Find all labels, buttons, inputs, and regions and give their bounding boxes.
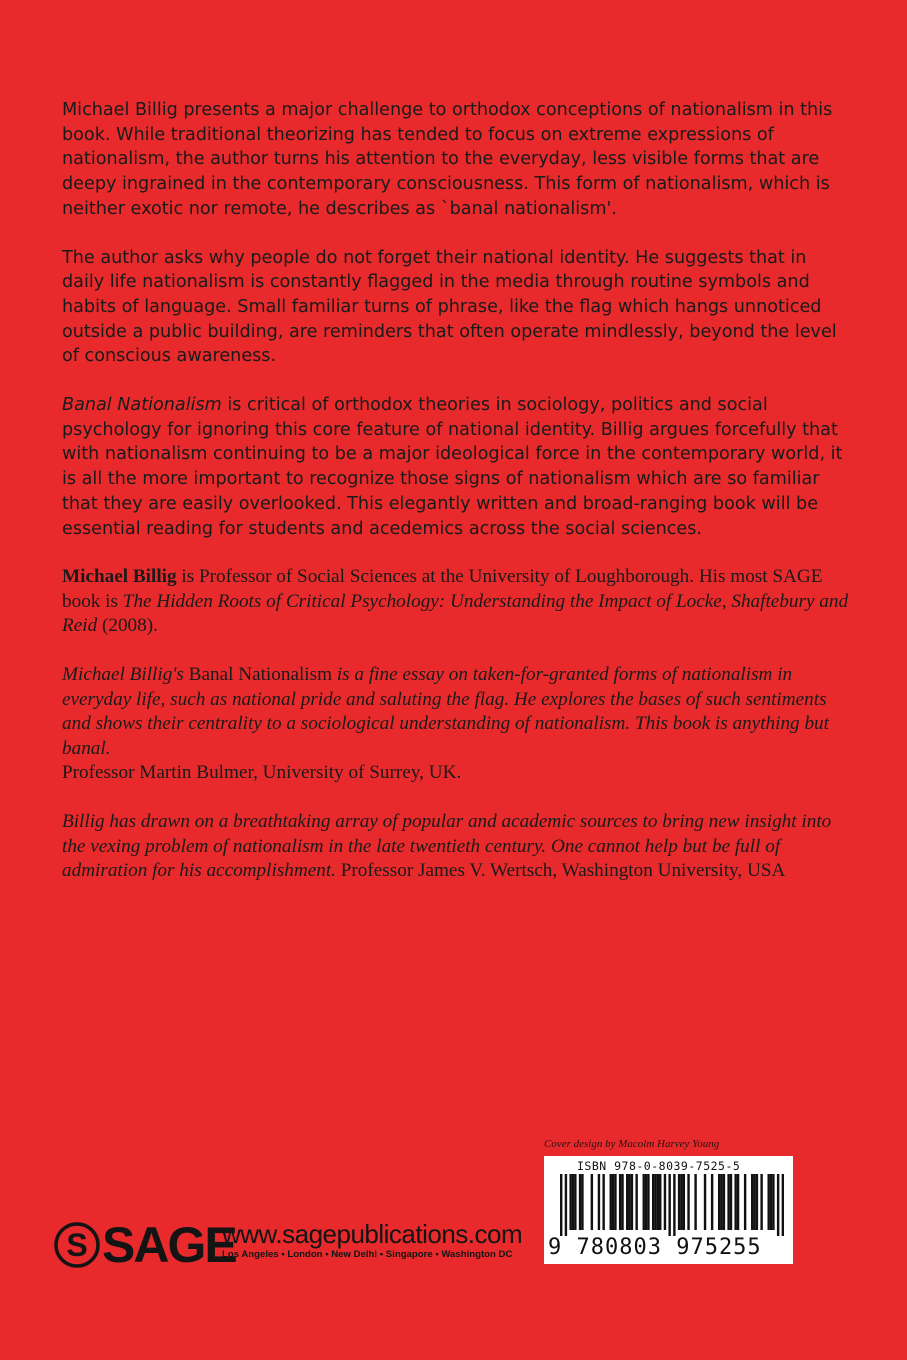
barcode-bar xyxy=(626,1174,628,1230)
review-2 xyxy=(62,810,852,884)
barcode-bar xyxy=(565,1174,567,1236)
barcode-bar xyxy=(628,1174,630,1230)
author-bio-text: is Professor of Social Sciences at the University of Loughborough. His most SAGE book is xyxy=(62,566,823,612)
barcode-bar xyxy=(737,1174,739,1230)
barcode-bar xyxy=(782,1174,784,1236)
barcode-bar xyxy=(659,1174,661,1230)
barcode-bar xyxy=(678,1174,680,1230)
barcode-bar xyxy=(654,1174,656,1230)
barcode-bar xyxy=(574,1174,576,1230)
sage-wordmark: SAGE xyxy=(102,1217,236,1273)
publisher-website: www.sagepublications.com xyxy=(222,1219,523,1249)
barcode-bar xyxy=(694,1174,696,1230)
barcode-bar xyxy=(657,1174,659,1230)
barcode-bar xyxy=(647,1174,649,1230)
barcode-bar xyxy=(610,1174,612,1230)
barcode-bar xyxy=(591,1174,593,1230)
review-1-lead: Michael Billig's xyxy=(62,664,189,686)
barcode-bar xyxy=(751,1174,753,1230)
barcode-bar xyxy=(635,1174,637,1230)
book-title-italic: Banal Nationalism xyxy=(62,395,222,416)
barcode-bars xyxy=(560,1174,784,1236)
barcode-bar xyxy=(718,1174,720,1230)
review-1-title: Banal Nationalism xyxy=(188,664,333,686)
barcode-bar xyxy=(560,1174,562,1236)
author-book-title: The Hidden Roots of Critical Psychology: Understanding the Impact of Locke, Shaftebury and Reid xyxy=(62,590,849,637)
barcode-bar xyxy=(770,1174,772,1230)
barcode-bar xyxy=(680,1174,682,1230)
barcode-bar xyxy=(643,1174,645,1230)
barcode-bar xyxy=(614,1174,616,1230)
author-name: Michael Billig xyxy=(62,566,177,588)
barcode-bar xyxy=(569,1174,571,1230)
barcode-bar xyxy=(760,1174,762,1230)
barcode-bar xyxy=(753,1174,755,1230)
barcode-bar xyxy=(668,1174,670,1236)
back-cover-text xyxy=(62,98,852,884)
barcode-bar xyxy=(673,1174,675,1236)
barcode-bar xyxy=(687,1174,689,1230)
author-bio xyxy=(62,565,852,639)
barcode-bar xyxy=(720,1174,722,1230)
barcode-bar xyxy=(767,1174,769,1230)
barcode-bar xyxy=(744,1174,746,1230)
barcode-bar xyxy=(756,1174,758,1230)
barcode-bar xyxy=(579,1174,581,1230)
sage-logo xyxy=(54,1217,236,1273)
cover-design-credit: Cover design by Macolm Harvey Young xyxy=(544,1138,720,1150)
barcode-bar xyxy=(683,1174,685,1230)
isbn-line: ISBN 978-0-8039-7525-5 xyxy=(577,1159,741,1173)
blurb-paragraph-2: The author asks why people do not forget their national identity. He suggests that in daily life nationalism is constantly flagged in the media through routine symbols and habits of language. Small familiar turns of phrase, like the flag which hangs unnoticed outside a public building, are reminders that often operate mindlessly, beyond the level of conscious awareness. xyxy=(62,247,837,367)
barcode-bar xyxy=(704,1174,706,1230)
barcode-bar xyxy=(572,1174,574,1230)
barcode-bar xyxy=(777,1174,779,1236)
barcode-bar xyxy=(730,1174,732,1230)
review-1-body: is a fine essay on taken-for-granted forms of nationalism in everyday life, such as national pride and saluting the flag. He explores the bases of such sentiments and shows their centrality to a sociological understanding of nationalism. This book is anything but banal. xyxy=(62,664,829,759)
review-2-attribution: Professor James V. Wertsch, Washington University, USA xyxy=(335,860,786,882)
blurb-paragraph-1: Michael Billig presents a major challenge to orthodox conceptions of nationalism in this book. While traditional theorizing has tended to focus on extreme expressions of nationalism, the author turns his attention to the everyday, less visible forms that are deepy ingrained in the contemporary consciousness. This form of nationalism, which is neither exotic nor remote, he describes as `banal nationalism'. xyxy=(62,100,833,219)
barcode-digits: 9 780803 975255 xyxy=(548,1235,762,1260)
isbn-barcode xyxy=(544,1156,793,1264)
barcode-bar xyxy=(621,1174,623,1230)
author-book-year: (2008). xyxy=(97,615,158,637)
blurb-paragraph-3 xyxy=(62,393,852,541)
review-1-attribution: Professor Martin Bulmer, University of Surrey, UK. xyxy=(62,762,462,784)
barcode-bar xyxy=(598,1174,600,1230)
barcode-bar xyxy=(727,1174,729,1230)
barcode-bar xyxy=(619,1174,621,1230)
barcode-bar xyxy=(734,1174,736,1230)
barcode-bar xyxy=(612,1174,614,1230)
sage-s-icon xyxy=(54,1222,100,1268)
barcode-bar xyxy=(581,1174,583,1230)
review-1 xyxy=(62,663,852,786)
barcode-bar xyxy=(772,1174,774,1230)
publisher-cities: Los Angeles • London • New Delhi • Singapore • Washington DC xyxy=(222,1249,513,1260)
barcode-bar xyxy=(631,1174,633,1230)
blurb-paragraph-3-text: is critical of orthodox theories in sociology, politics and social psychology for ignoring this core feature of national identity. Billig argues forcefully that with nationalism continuing to be a major ideological force in the contemporary world, it is all the more important to recognize those signs of nationalism which are so familiar that they are easily overlooked. This elegantly written and broad-ranging book will be essential reading for students and acedemics across the social sciences. xyxy=(62,395,843,539)
svg-text:S: S xyxy=(66,1227,88,1263)
barcode-bar xyxy=(723,1174,725,1230)
barcode-bar xyxy=(602,1174,604,1230)
barcode-bar xyxy=(645,1174,647,1230)
barcode-bar xyxy=(652,1174,654,1230)
review-2-body: Billig has drawn on a breathtaking array of popular and academic sources to bring new insight into the vexing problem of nationalism in the late twentieth century. One cannot help but be full of admiration for his accomplishment. xyxy=(62,811,832,882)
barcode-bar xyxy=(711,1174,713,1230)
barcode-bar xyxy=(664,1174,666,1230)
